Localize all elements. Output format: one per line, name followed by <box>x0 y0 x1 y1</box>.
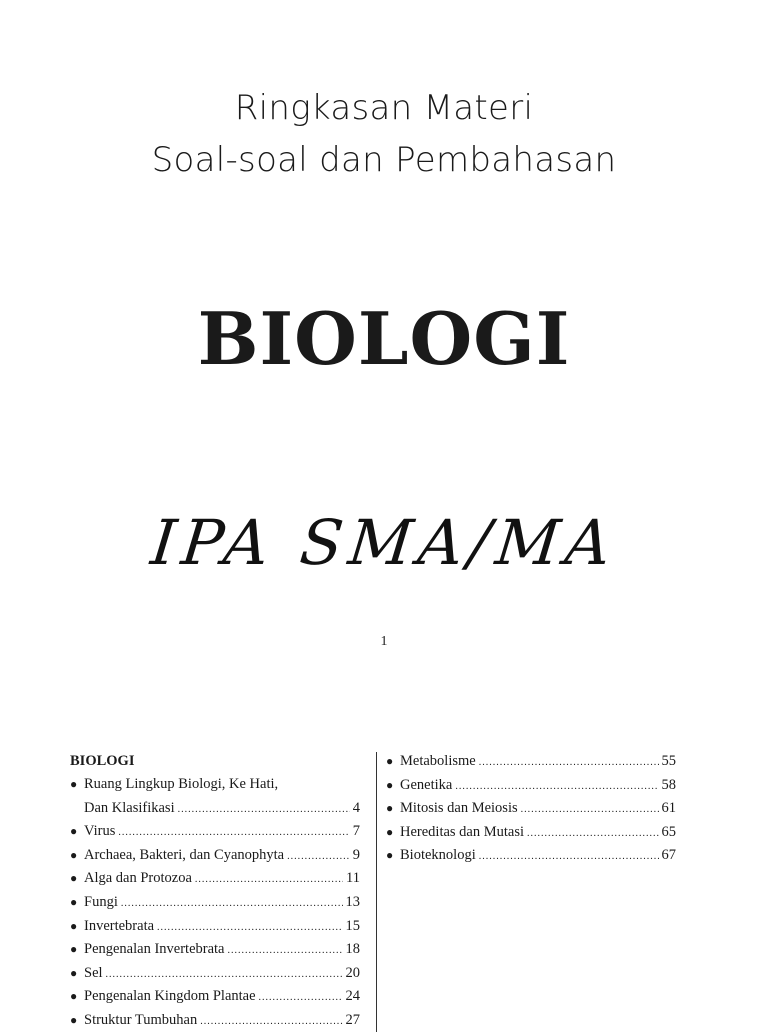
bullet-icon: ● <box>386 754 394 768</box>
toc-entry-label: Virus <box>84 823 116 840</box>
toc-entry[interactable] <box>386 823 676 847</box>
toc-entry-label-line1: Ruang Lingkup Biologi, Ke Hati, <box>84 776 279 792</box>
toc-entry-label: Dan Klasifikasi <box>84 799 175 816</box>
bullet-icon: ● <box>386 777 394 792</box>
toc-entry-page: 13 <box>345 893 360 910</box>
toc-heading: BIOLOGI <box>70 753 135 769</box>
toc-entry-label: Struktur Tumbuhan <box>84 1011 198 1028</box>
toc-entry[interactable] <box>70 940 360 964</box>
book-title: BIOLOGI <box>197 296 571 381</box>
toc-entry-label: Invertebrata <box>84 917 155 934</box>
dot-leader <box>527 825 658 843</box>
toc-entry-page: 65 <box>661 823 676 840</box>
bullet-icon: ● <box>70 777 78 791</box>
dot-leader <box>157 919 342 937</box>
toc-entry[interactable] <box>70 822 360 846</box>
dot-leader <box>121 895 343 913</box>
toc-entry-label: Pengenalan Invertebrata <box>84 941 225 958</box>
toc-entry-page: 18 <box>345 941 360 958</box>
toc-entry-label: Fungi <box>84 893 118 910</box>
toc-entry[interactable] <box>70 846 360 870</box>
dot-leader <box>195 871 343 889</box>
subtitle-line-2: Soal-soal dan Pembahasan <box>151 140 617 180</box>
toc-right-column <box>386 752 676 870</box>
toc-entry-page: 15 <box>345 917 360 934</box>
bullet-icon: ● <box>70 847 78 862</box>
toc-entry[interactable] <box>70 869 360 893</box>
bullet-icon: ● <box>70 942 78 957</box>
toc-entry[interactable] <box>386 799 676 823</box>
toc-entry-page: 7 <box>352 823 360 840</box>
dot-leader <box>455 778 658 796</box>
toc-entry-page: 9 <box>352 846 360 863</box>
dot-leader <box>287 848 350 866</box>
dot-leader <box>259 989 343 1007</box>
dot-leader <box>479 848 659 866</box>
toc-entry-page: 55 <box>661 753 676 769</box>
toc-entry-label: Metabolisme <box>400 753 476 769</box>
bullet-icon: ● <box>70 918 78 933</box>
bullet-icon: ● <box>386 848 394 863</box>
bullet-icon: ● <box>70 871 78 886</box>
toc-entry-label: Alga dan Protozoa <box>84 870 192 887</box>
dot-leader <box>118 824 349 842</box>
toc-entry-page: 24 <box>345 988 360 1005</box>
toc-entry-label: Pengenalan Kingdom Plantae <box>84 988 256 1005</box>
toc-entry[interactable] <box>70 917 360 941</box>
dot-leader <box>521 801 659 819</box>
toc-entry-label: Archaea, Bakteri, dan Cyanophyta <box>84 846 285 863</box>
toc-entry-label: Sel <box>84 964 103 981</box>
toc-entry-label: Hereditas dan Mutasi <box>400 823 525 840</box>
toc-entry[interactable] <box>386 776 676 800</box>
toc-entry[interactable] <box>386 846 676 870</box>
toc-entry[interactable] <box>70 775 360 822</box>
dot-leader <box>479 754 659 772</box>
toc-entry-page: 11 <box>346 870 360 887</box>
toc-entry[interactable] <box>386 752 676 776</box>
dot-leader <box>228 942 343 960</box>
toc-entry[interactable] <box>70 893 360 917</box>
toc-entry[interactable] <box>70 1011 360 1035</box>
toc-left-column <box>70 752 360 1035</box>
toc-entry-label: Genetika <box>400 776 453 793</box>
toc-entry-label: Mitosis dan Meiosis <box>400 800 518 817</box>
dot-leader <box>200 1013 342 1031</box>
bullet-icon: ● <box>70 1012 78 1027</box>
toc-entry-page: 58 <box>661 776 676 793</box>
school-level-title: IPA SMA/MA <box>147 506 621 579</box>
bullet-icon: ● <box>70 894 78 909</box>
subtitle-line-1: Ringkasan Materi <box>234 88 534 128</box>
toc-entry[interactable] <box>70 987 360 1011</box>
dot-leader <box>106 966 343 984</box>
bullet-icon: ● <box>70 965 78 980</box>
toc-entry-page: 4 <box>352 799 360 816</box>
column-divider <box>376 752 377 1032</box>
toc-entry-page: 20 <box>345 964 360 981</box>
page-number: 1 <box>380 634 388 649</box>
toc-entry-page: 27 <box>345 1011 360 1028</box>
toc-entry[interactable] <box>70 964 360 988</box>
bullet-icon: ● <box>70 824 78 839</box>
toc-entry-label: Bioteknologi <box>400 847 476 864</box>
bullet-icon: ● <box>70 989 78 1004</box>
toc-entry-page: 67 <box>661 847 676 864</box>
bullet-icon: ● <box>386 824 394 839</box>
toc-entry-page: 61 <box>661 800 676 817</box>
bullet-icon: ● <box>386 801 394 816</box>
dot-leader <box>178 801 350 819</box>
